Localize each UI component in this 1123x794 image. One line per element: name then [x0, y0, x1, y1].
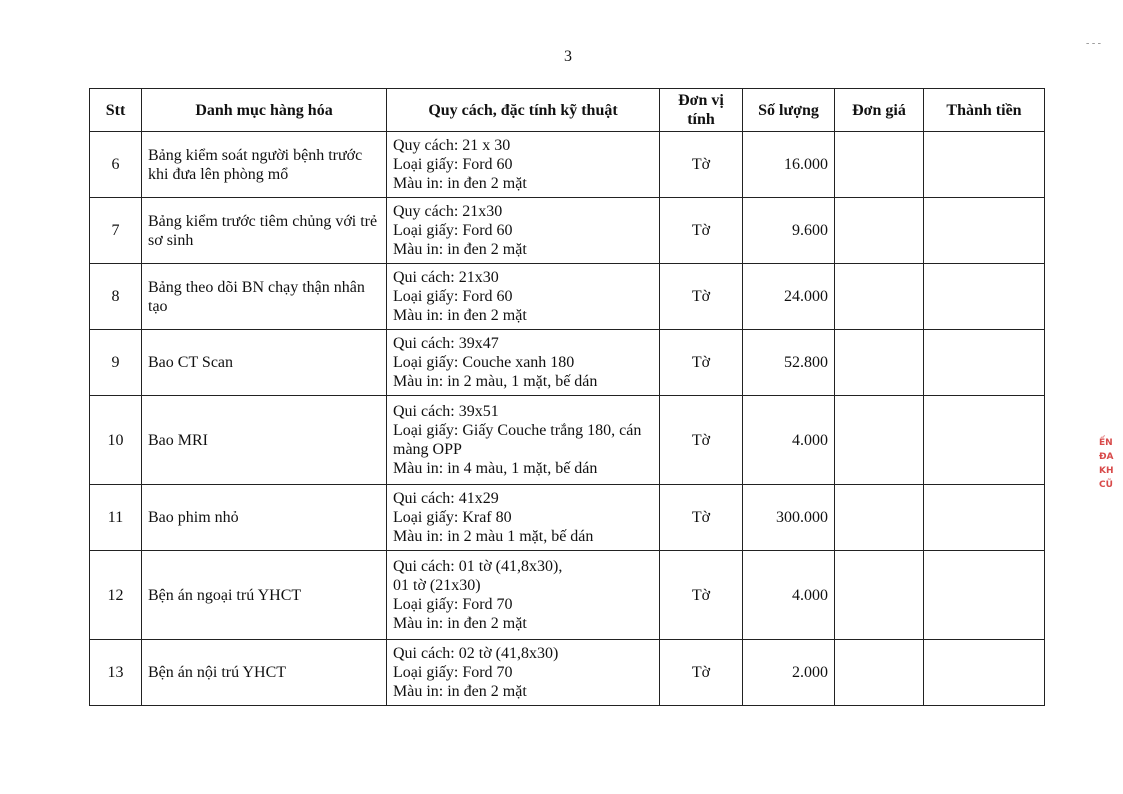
goods-table	[89, 88, 1045, 706]
spec-line: Màu in: in 4 màu, 1 mặt, bế dán	[393, 460, 598, 477]
cell-item: Bện án nội trú YHCT	[142, 640, 387, 706]
cell-spec	[387, 485, 660, 551]
cell-spec	[387, 330, 660, 396]
spec-line: Loại giấy: Ford 60	[393, 288, 513, 305]
cell-stt: 13	[90, 640, 142, 706]
header-total: Thành tiền	[924, 89, 1045, 132]
cell-spec	[387, 551, 660, 640]
cell-stt: 10	[90, 396, 142, 485]
cell-quantity: 4.000	[743, 551, 835, 640]
spec-line: Qui cách: 41x29	[393, 490, 499, 507]
cell-spec	[387, 132, 660, 198]
spec-line: 01 tờ (21x30)	[393, 577, 481, 594]
cell-unit: Tờ	[660, 485, 743, 551]
spec-line: Màu in: in 2 màu, 1 mặt, bế dán	[393, 373, 598, 390]
header-quantity: Số lượng	[743, 89, 835, 132]
stamp-text: ĐA	[1099, 452, 1114, 462]
spec-line: Qui cách: 39x47	[393, 335, 499, 352]
cell-stt: 6	[90, 132, 142, 198]
cell-unit-price	[835, 330, 924, 396]
header-stt: Stt	[90, 89, 142, 132]
cell-unit-price	[835, 396, 924, 485]
cell-spec	[387, 198, 660, 264]
spec-line: Qui cách: 02 tờ (41,8x30)	[393, 645, 559, 662]
cell-total	[924, 396, 1045, 485]
cell-total	[924, 264, 1045, 330]
spec-line: Quy cách: 21x30	[393, 203, 503, 220]
table-row	[90, 132, 1045, 198]
spec-line: Qui cách: 01 tờ (41,8x30),	[393, 558, 563, 575]
cell-total	[924, 132, 1045, 198]
spec-line: Loại giấy: Giấy Couche trắng 180, cán màng OPP	[393, 422, 642, 458]
cell-quantity: 24.000	[743, 264, 835, 330]
cell-unit: Tờ	[660, 264, 743, 330]
cell-item: Bao MRI	[142, 396, 387, 485]
stamp-text: KH	[1099, 466, 1114, 476]
table-header-row	[90, 89, 1045, 132]
cell-unit-price	[835, 551, 924, 640]
page-number: 3	[564, 48, 572, 65]
stamp-text: CŨ	[1099, 480, 1113, 490]
table-row	[90, 485, 1045, 551]
cell-unit: Tờ	[660, 396, 743, 485]
cell-quantity: 16.000	[743, 132, 835, 198]
cell-spec	[387, 640, 660, 706]
cell-unit-price	[835, 640, 924, 706]
spec-line: Loại giấy: Couche xanh 180	[393, 354, 575, 371]
spec-line: Màu in: in đen 2 mặt	[393, 307, 527, 324]
spec-line: Loại giấy: Ford 70	[393, 664, 513, 681]
header-spec: Quy cách, đặc tính kỹ thuật	[387, 89, 660, 132]
red-stamp-fragment	[1099, 436, 1121, 566]
cell-stt: 9	[90, 330, 142, 396]
cell-total	[924, 551, 1045, 640]
cell-stt: 7	[90, 198, 142, 264]
cell-total	[924, 640, 1045, 706]
cell-spec	[387, 396, 660, 485]
cell-quantity: 2.000	[743, 640, 835, 706]
header-unit: Đơn vị tính	[660, 89, 743, 132]
cell-total	[924, 485, 1045, 551]
header-item: Danh mục hàng hóa	[142, 89, 387, 132]
cell-item: Bao CT Scan	[142, 330, 387, 396]
cell-unit-price	[835, 198, 924, 264]
spec-line: Qui cách: 21x30	[393, 269, 499, 286]
spec-line: Loại giấy: Kraf 80	[393, 509, 512, 526]
scan-marks: - - -	[1086, 38, 1101, 49]
cell-quantity: 9.600	[743, 198, 835, 264]
table-row	[90, 264, 1045, 330]
table-row	[90, 396, 1045, 485]
cell-unit-price	[835, 132, 924, 198]
cell-unit: Tờ	[660, 330, 743, 396]
table-row	[90, 551, 1045, 640]
cell-item: Bảng theo dõi BN chạy thận nhân tạo	[142, 264, 387, 330]
cell-unit-price	[835, 264, 924, 330]
stamp-text: ẾN	[1099, 438, 1113, 448]
spec-line: Màu in: in đen 2 mặt	[393, 175, 527, 192]
cell-unit: Tờ	[660, 640, 743, 706]
cell-total	[924, 198, 1045, 264]
spec-line: Loại giấy: Ford 70	[393, 596, 513, 613]
cell-stt: 8	[90, 264, 142, 330]
spec-line: Màu in: in đen 2 mặt	[393, 683, 527, 700]
spec-line: Loại giấy: Ford 60	[393, 156, 513, 173]
cell-item: Bảng kiểm soát người bệnh trước khi đưa lên phòng mổ	[142, 132, 387, 198]
spec-line: Quy cách: 21 x 30	[393, 137, 511, 154]
cell-stt: 11	[90, 485, 142, 551]
header-unit-price: Đơn giá	[835, 89, 924, 132]
table-row	[90, 198, 1045, 264]
cell-unit: Tờ	[660, 198, 743, 264]
spec-line: Màu in: in đen 2 mặt	[393, 241, 527, 258]
cell-unit: Tờ	[660, 551, 743, 640]
table-row	[90, 330, 1045, 396]
cell-total	[924, 330, 1045, 396]
cell-unit-price	[835, 485, 924, 551]
cell-spec	[387, 264, 660, 330]
spec-line: Màu in: in 2 màu 1 mặt, bế dán	[393, 528, 594, 545]
cell-quantity: 300.000	[743, 485, 835, 551]
cell-stt: 12	[90, 551, 142, 640]
spec-line: Loại giấy: Ford 60	[393, 222, 513, 239]
table-body	[90, 132, 1045, 706]
cell-quantity: 52.800	[743, 330, 835, 396]
spec-line: Qui cách: 39x51	[393, 403, 499, 420]
spec-line: Màu in: in đen 2 mặt	[393, 615, 527, 632]
cell-item: Bện án ngoại trú YHCT	[142, 551, 387, 640]
cell-item: Bảng kiểm trước tiêm chủng với trẻ sơ sinh	[142, 198, 387, 264]
table-row	[90, 640, 1045, 706]
cell-quantity: 4.000	[743, 396, 835, 485]
cell-item: Bao phim nhỏ	[142, 485, 387, 551]
cell-unit: Tờ	[660, 132, 743, 198]
